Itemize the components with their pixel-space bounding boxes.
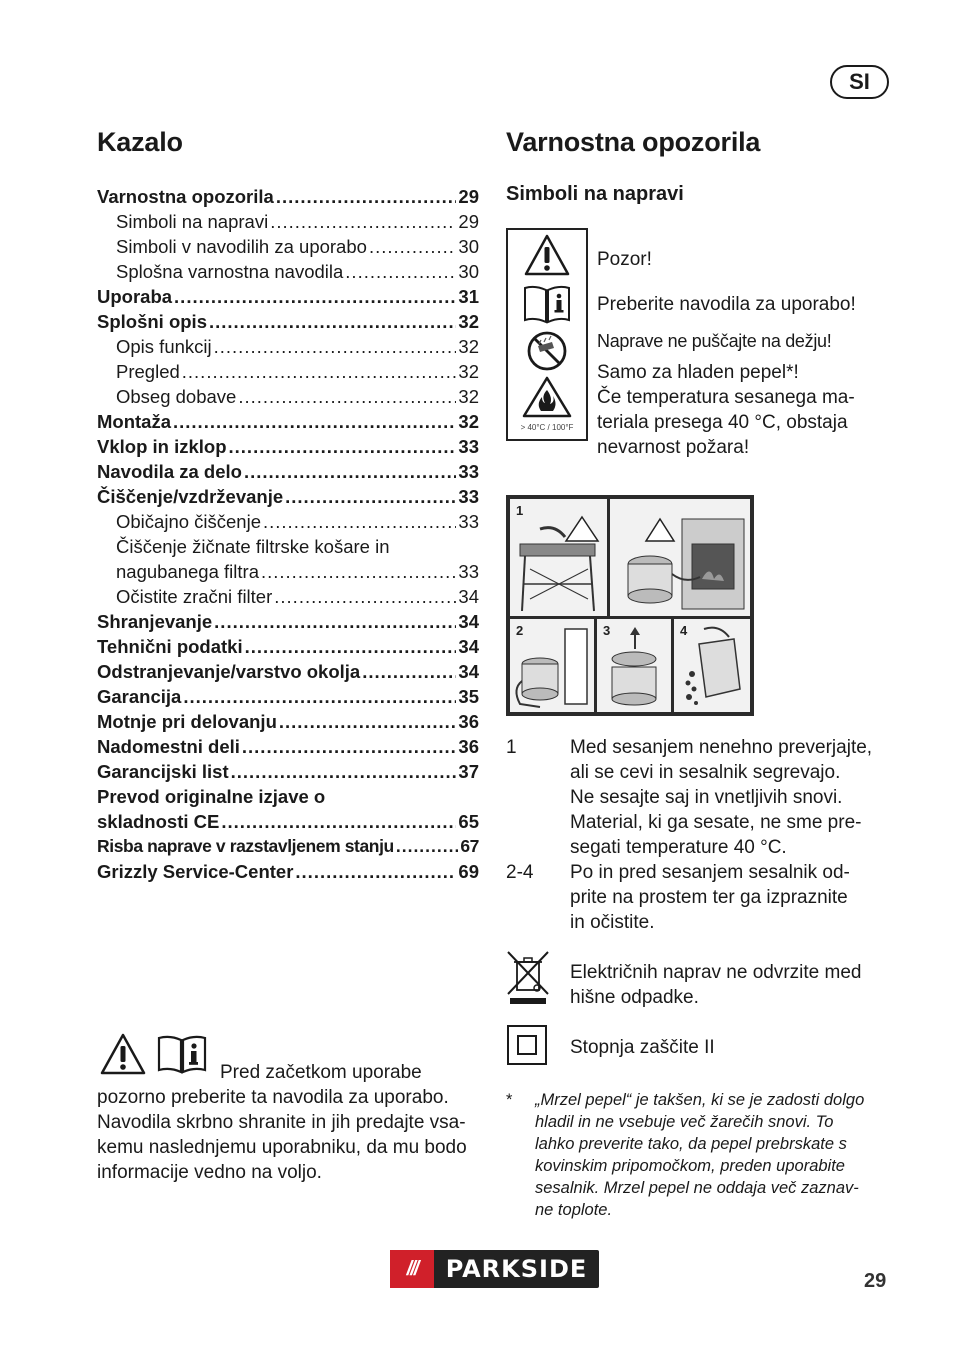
toc-leader-dots [209,309,456,334]
read-manual-icon [525,287,569,322]
no-rain-icon [529,333,565,369]
toc-entry-page: 34 [458,611,479,632]
toc-entry-title: Nadomestni deli [97,736,240,757]
toc-entry [97,609,479,634]
toc-leader-dots [362,659,456,684]
toc-entry-page: 65 [458,811,479,832]
temperature-label: > 40°C / 100°F [520,423,574,432]
step-label-4: 4 [680,623,688,638]
intro-line-5: informacije vedno na voljo. [97,1162,322,1183]
device-symbols-panel [506,228,588,441]
toc-entry-title: Montaža [97,411,171,432]
toc-leader-dots [214,609,456,634]
intro-line-1: Pred začetkom uporabe [220,1062,422,1083]
warning-icon [526,236,568,274]
toc-leader-dots [242,734,457,759]
toc-entry [97,834,479,859]
symbols-subtitle: Simboli na napravi [506,183,684,205]
toc-entry-page: 34 [458,586,479,607]
toc-entry-title: Risba naprave v razstavljenem stanju [97,836,394,856]
toc-entry-page: 36 [458,736,479,757]
toc-leader-dots [276,184,457,209]
warning-icon [99,1032,147,1076]
toc-leader-dots [245,634,457,659]
toc-entry-title: Varnostna opozorila [97,186,274,207]
step-label-3: 3 [603,623,611,638]
toc-entry-page: 36 [458,711,479,732]
toc-entry-title: Garancija [97,686,182,707]
parkside-logo [390,1250,599,1288]
toc-entry-page: 32 [458,336,479,357]
toc-entry [97,534,479,559]
weee-line-2: hišne odpadke. [570,987,699,1008]
toc-entry-page: 33 [458,511,479,532]
fire-hazard-icon [524,378,570,416]
toc-entry [97,634,479,659]
toc-entry [97,759,479,784]
toc-entry [97,359,479,384]
toc-entry-title: Shranjevanje [97,611,213,632]
protection-class-ii-icon [506,1024,548,1066]
toc-entry [97,709,479,734]
language-badge: SI [830,65,889,99]
toc-entry [97,334,479,359]
step-label-1: 1 [516,503,524,518]
footnote-line: „Mrzel pepel“ je takšen, ki se je zadosti dolgo [535,1091,865,1109]
toc-entry-page: 29 [458,186,479,207]
toc-entry-page: 29 [458,211,479,232]
symbol-warning-text: Pozor! [597,249,652,270]
toc-entry-title: Prevod originalne izjave o [97,786,326,807]
toc-entry [97,434,479,459]
toc-entry-title: Obseg dobave [116,386,237,407]
toc-entry-page: 33 [458,486,479,507]
step-label-2: 2 [516,623,524,638]
illustration-step-3 [597,619,671,712]
toc-entry [97,859,479,884]
toc-entry [97,684,479,709]
toc-entry [97,584,479,609]
step-number-2-4: 2-4 [506,862,534,883]
toc-entry-title: Splošna varnostna navodila [116,261,344,282]
footnote-line: sesalnik. Mrzel pepel ne oddaja več zaznav- [535,1179,859,1197]
toc-leader-dots [270,209,456,234]
toc-leader-dots [369,234,456,259]
protection-class-text: Stopnja zaščite II [570,1037,715,1058]
toc-entry-page: 69 [458,861,479,882]
toc-leader-dots [279,709,457,734]
toc-leader-dots [238,384,456,409]
step-1-line-4: Material, ki ga sesate, ne sme pre- [570,812,862,833]
symbol-fire-line-4: nevarnost požara! [597,437,750,458]
toc-entry-title: Čiščenje/vzdrževanje [97,486,284,507]
toc-entry-page: 32 [458,311,479,332]
toc-entry-title: Splošni opis [97,311,207,332]
toc-entry-page: 67 [460,836,479,856]
toc-entry [97,559,479,584]
toc-entry-page: 32 [458,386,479,407]
toc-entry-page: 32 [458,361,479,382]
toc-entry-title: Simboli na napravi [116,211,269,232]
safety-title: Varnostna opozorila [506,127,761,157]
toc-leader-dots [263,509,456,534]
toc-entry-page: 33 [458,461,479,482]
toc-entry-page: 32 [458,411,479,432]
toc-entry [97,459,479,484]
toc-entry [97,809,479,834]
toc-entry-title: Navodila za delo [97,461,242,482]
toc-entry-page: 34 [458,636,479,657]
toc-entry-page: 35 [458,686,479,707]
toc-entry [97,484,479,509]
toc-entry-page: 30 [458,261,479,282]
toc-leader-dots [182,359,457,384]
toc-entry [97,384,479,409]
toc-entry-title: Motnje pri delovanju [97,711,277,732]
toc-entry [97,509,479,534]
symbol-fire-line-3: teriala presega 40 °C, obstaja [597,412,848,433]
step-2-line-1: Po in pred sesanjem sesalnik od- [570,862,850,883]
toc-leader-dots [183,684,456,709]
weee-line-1: Električnih naprav ne odvrzite med [570,962,862,983]
footnote-line: kovinskim pripomočkom, preden uporabite [535,1157,845,1175]
toc-leader-dots [229,434,457,459]
toc-entry-title: Pregled [116,361,180,382]
symbol-fire-line-2: Če temperatura sesanega ma- [597,387,855,408]
read-manual-icon [156,1034,208,1074]
intro-line-3: Navodila skrbno shranite in jih predajte vsa- [97,1112,466,1133]
toc-entry [97,284,479,309]
toc-entry [97,184,479,209]
toc-entry-title: Čiščenje žičnate filtrske košare in [116,536,390,557]
toc-entry-title: Običajno čiščenje [116,511,261,532]
toc-entry-page: 33 [458,436,479,457]
toc-entry-title: Odstranjevanje/varstvo okolja [97,661,361,682]
intro-line-2: pozorno preberite ta navodila za uporabo. [97,1087,449,1108]
page-number: 29 [864,1270,887,1292]
symbol-read-text: Preberite navodila za uporabo! [597,294,856,315]
illustration-step-4 [674,619,750,712]
footnote-line: ne toplote. [535,1201,613,1219]
illustration-step-2 [510,619,594,712]
toc-leader-dots [214,334,457,359]
toc-entry-title: nagubanega filtra [116,561,259,582]
toc-entry-page: 31 [458,286,479,307]
toc-entry-title: Simboli v navodilih za uporabo [116,236,367,257]
toc-entry-title: Očistite zračni filter [116,586,273,607]
crossed-bin-icon [506,950,550,1006]
symbol-fire-line-1: Samo za hladen pepel*! [597,362,799,383]
footnote-line: hladil in ne vsebuje več žarečih snovi. To [535,1113,834,1131]
intro-line-4: kemu naslednjemu uporabniku, da mu bodo [97,1137,467,1158]
toc-leader-dots [396,834,458,859]
toc-leader-dots [285,484,456,509]
toc-entry-title: Vklop in izklop [97,436,227,457]
toc-entry-page: 34 [458,661,479,682]
toc-entry-page: 37 [458,761,479,782]
toc-leader-dots [231,759,457,784]
toc-leader-dots [261,559,456,584]
logo-stripes: /// [390,1250,434,1288]
illustration-step-1b [610,499,750,616]
usage-illustration [506,495,754,716]
toc-entry-title: Garancijski list [97,761,229,782]
toc-entry [97,734,479,759]
toc-entry-title: Uporaba [97,286,173,307]
toc-leader-dots [345,259,456,284]
toc-entry [97,234,479,259]
step-2-line-2: prite na prostem ter ga izpraznite [570,887,848,908]
illustration-step-1a [510,499,607,616]
table-of-contents [97,184,479,884]
toc-entry-title: skladnosti CE [97,811,220,832]
toc-leader-dots [274,584,456,609]
toc-title: Kazalo [97,127,183,157]
step-2-line-3: in očistite. [570,912,655,933]
toc-entry-page: 30 [458,236,479,257]
toc-leader-dots [221,809,456,834]
toc-entry [97,659,479,684]
toc-leader-dots [295,859,456,884]
toc-entry-title: Tehnični podatki [97,636,243,657]
symbol-rain-text: Naprave ne puščajte na dežju! [597,331,832,351]
toc-entry [97,209,479,234]
footnote-star: * [506,1091,513,1109]
toc-entry-title: Grizzly Service-Center [97,861,294,882]
toc-leader-dots [174,284,456,309]
step-1-line-3: Ne sesajte saj in vnetljivih snovi. [570,787,843,808]
logo-wordmark: PARKSIDE [445,1255,588,1283]
toc-entry [97,409,479,434]
step-1-line-2: ali se cevi in sesalnik segrevajo. [570,762,841,783]
toc-leader-dots [244,459,456,484]
toc-entry-title: Opis funkcij [116,336,212,357]
toc-entry [97,259,479,284]
toc-entry [97,309,479,334]
step-number-1: 1 [506,737,517,758]
footnote-line: lahko preverite tako, da pepel prebrskate s [535,1135,847,1153]
toc-entry [97,784,479,809]
step-1-line-5: segati temperature 40 °C. [570,837,787,858]
step-1-line-1: Med sesanjem nenehno preverjajte, [570,737,873,758]
toc-entry-page: 33 [458,561,479,582]
toc-leader-dots [173,409,456,434]
